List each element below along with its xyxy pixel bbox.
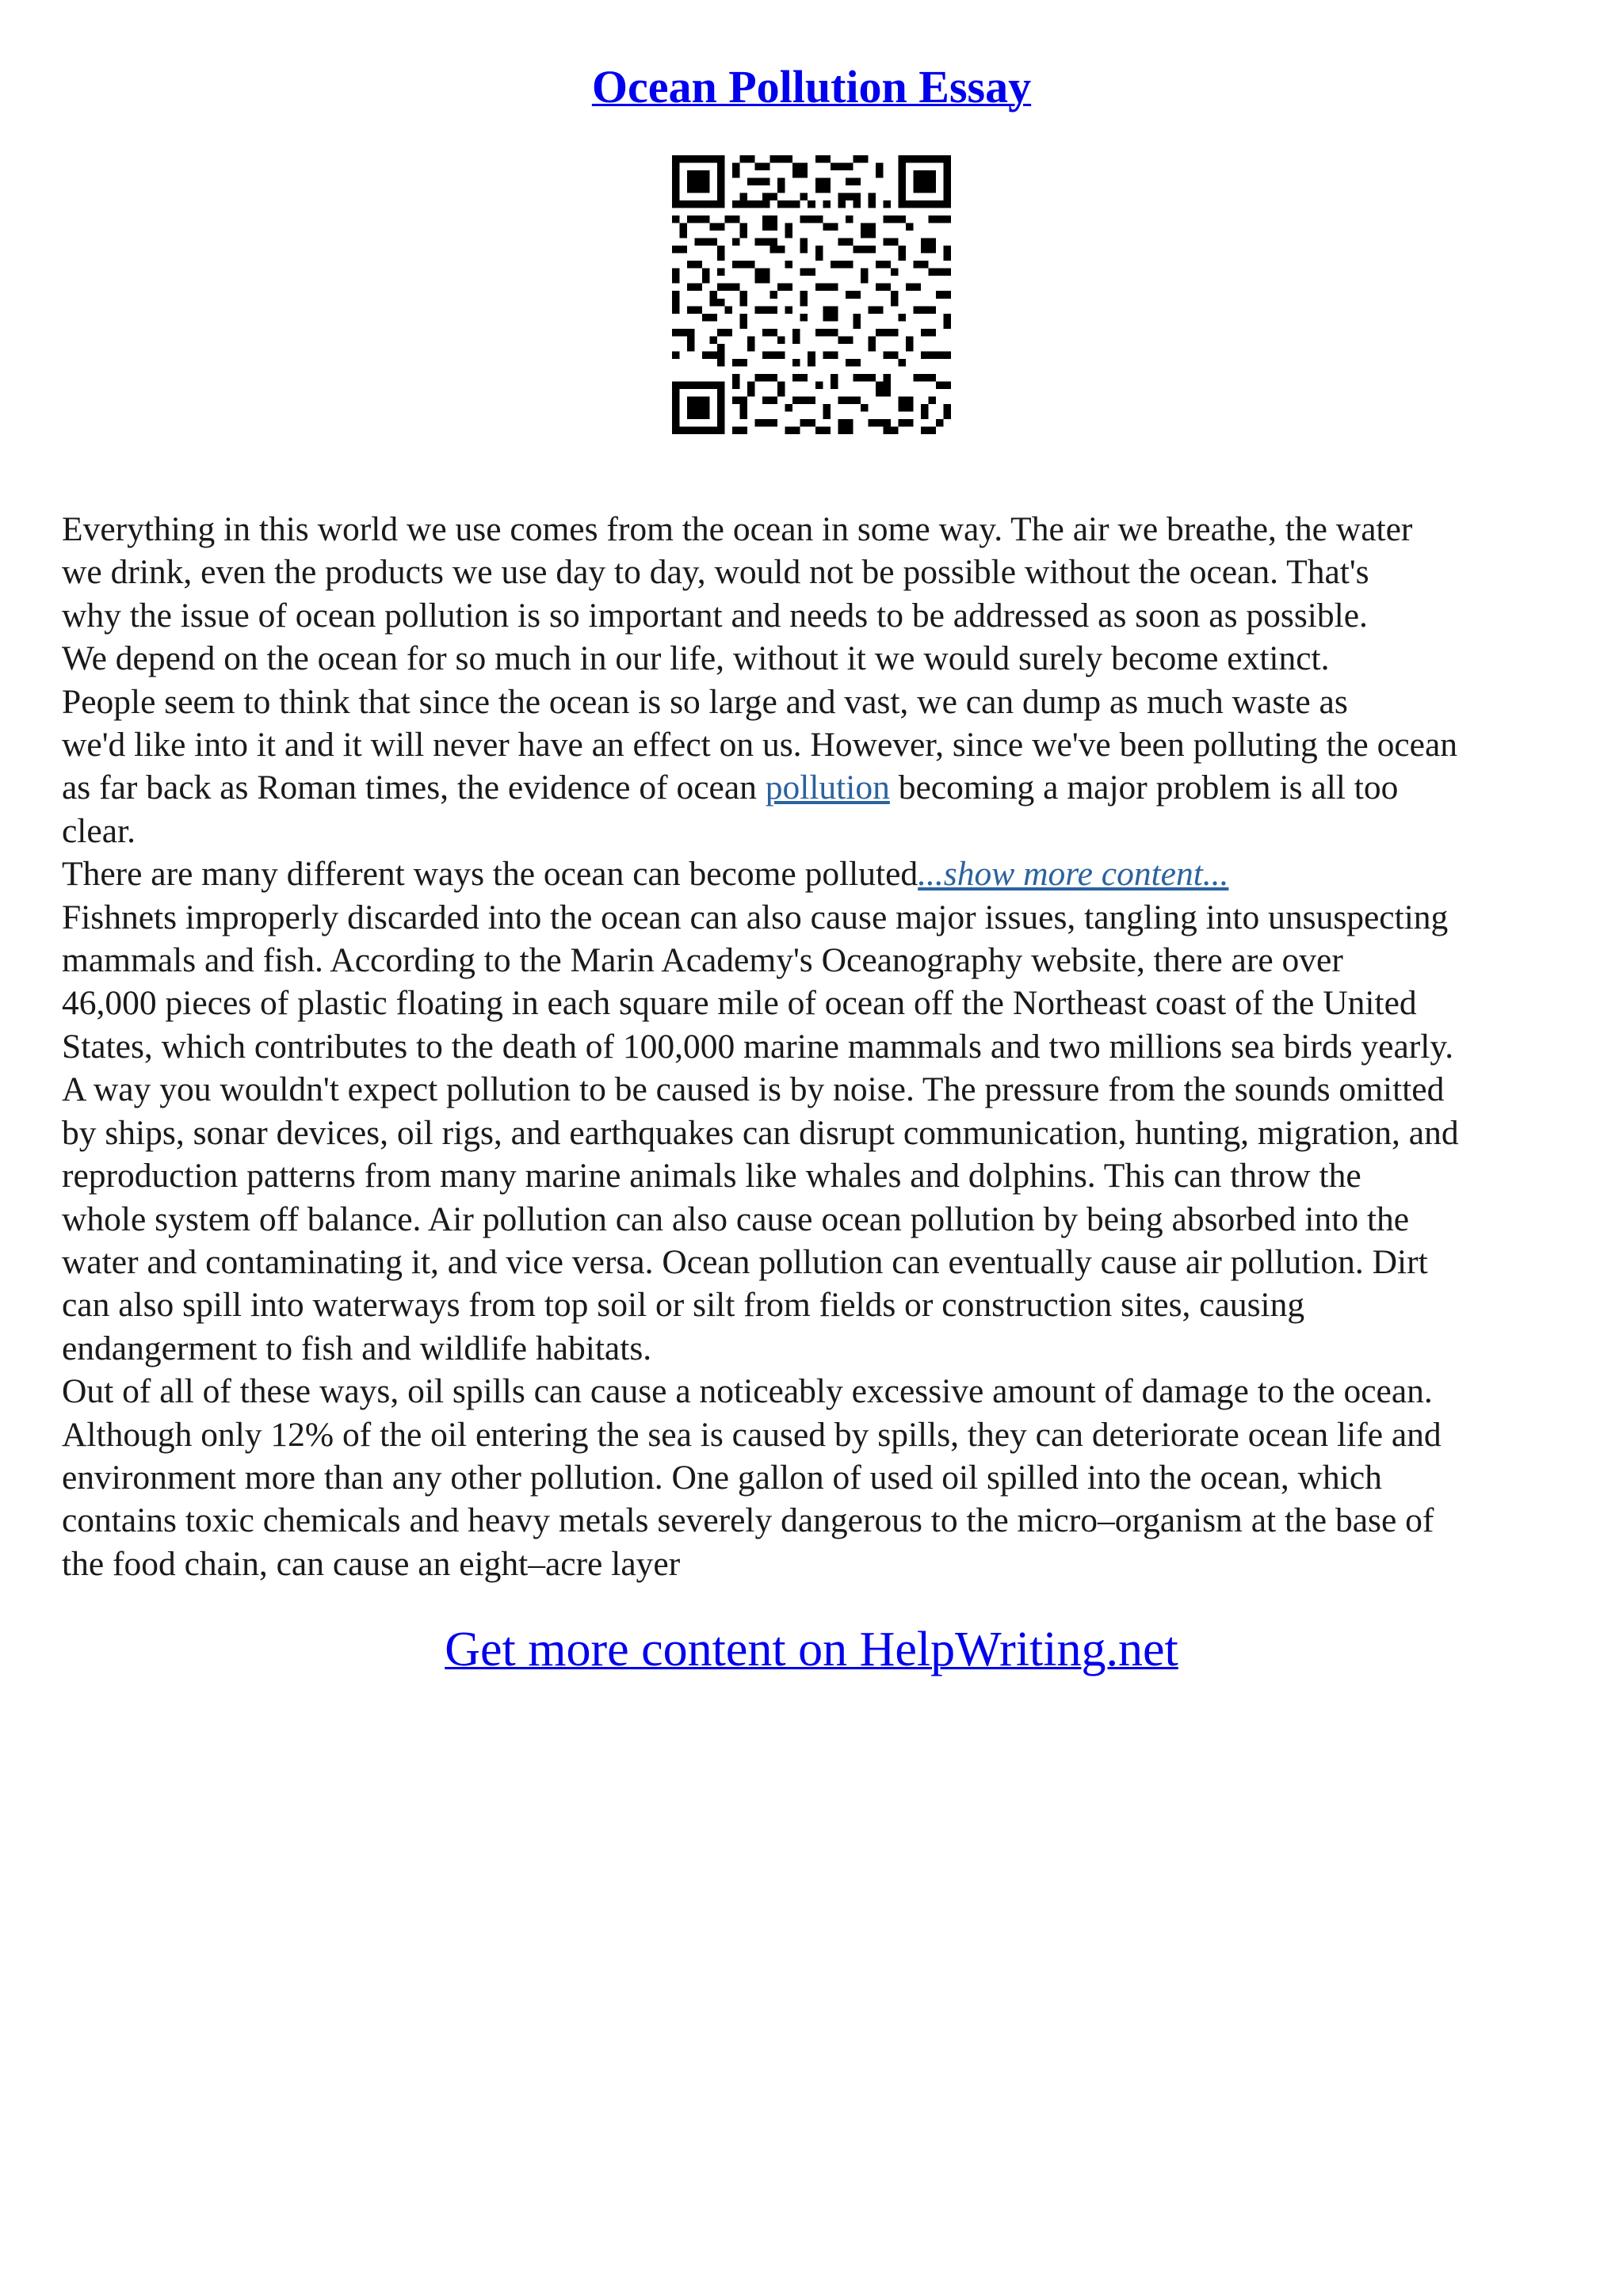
title-link[interactable]: Ocean Pollution Essay bbox=[591, 61, 1032, 113]
paragraph-text-continued: Fishnets improperly discarded into the ocean can also cause major issues, tangling into unsuspecting mammals and fish. According to the Marin Academy's Oceanography website, there are over 46,000 pieces of plastic floating in each square mile of ocean off the Northeast coast of the United States, which contributes to the death of 100,000 marine mammals and two millions sea birds yearly. A way you wouldn't expect pollution to be caused is by noise. The pressure from the sounds omitted by ships, sonar devices, oil rigs, and earthquakes can disrupt communication, hunting, migration, and reproduction patterns from many marine animals like whales and dolphins. This can throw the whole system off balance. Air pollution can also cause ocean pollution by being absorbed into the water and contaminating it, and vice versa. Ocean pollution can eventually cause air pollution. Dirt can also spill into waterways from top soil or silt from fields or construction sites, causing endangerment to fish and wildlife habitats. Out of all of these ways, oil spills can cause a noticeably excessive amount of damage to the ocean. Although only 12% of the oil entering the sea is caused by spills, they can deteriorate ocean life and environment more than any other pollution. One gallon of used oil spilled into the ocean, which contains toxic chemicals and heavy metals severely dangerous to the micro–organism at the base of the food chain, can cause an eight–acre layer bbox=[62, 898, 1459, 1583]
paragraph-text-intro: Everything in this world we use comes from the ocean in some way. The air we breathe, the water we drink, even the products we use day to day, would not be possible without the ocean. That's why the issue of ocean pollution is so important and needs to be addressed as soon as possible. We depend on the ocean for so much in our life, without it we would surely become extinct. People seem to think that since the ocean is so large and vast, we can dump as much waste as we'd like into it and it will never have an effect on us. However, since we've been polluting the ocean as far back as Roman times, the evidence of ocean bbox=[62, 510, 1458, 807]
essay-body bbox=[62, 508, 1568, 1585]
footer-promo bbox=[0, 1618, 1623, 1681]
qr-code-icon bbox=[672, 155, 951, 434]
show-more-link[interactable]: ...show more content... bbox=[918, 855, 1229, 894]
pollution-link[interactable]: pollution bbox=[765, 769, 890, 807]
paragraph-text-middle: becoming a major problem is all too clear. There are many different ways the ocean can become polluted bbox=[62, 769, 1399, 894]
helpwriting-link[interactable]: Get more content on HelpWriting.net bbox=[445, 1623, 1178, 1676]
page-title bbox=[0, 57, 1623, 117]
